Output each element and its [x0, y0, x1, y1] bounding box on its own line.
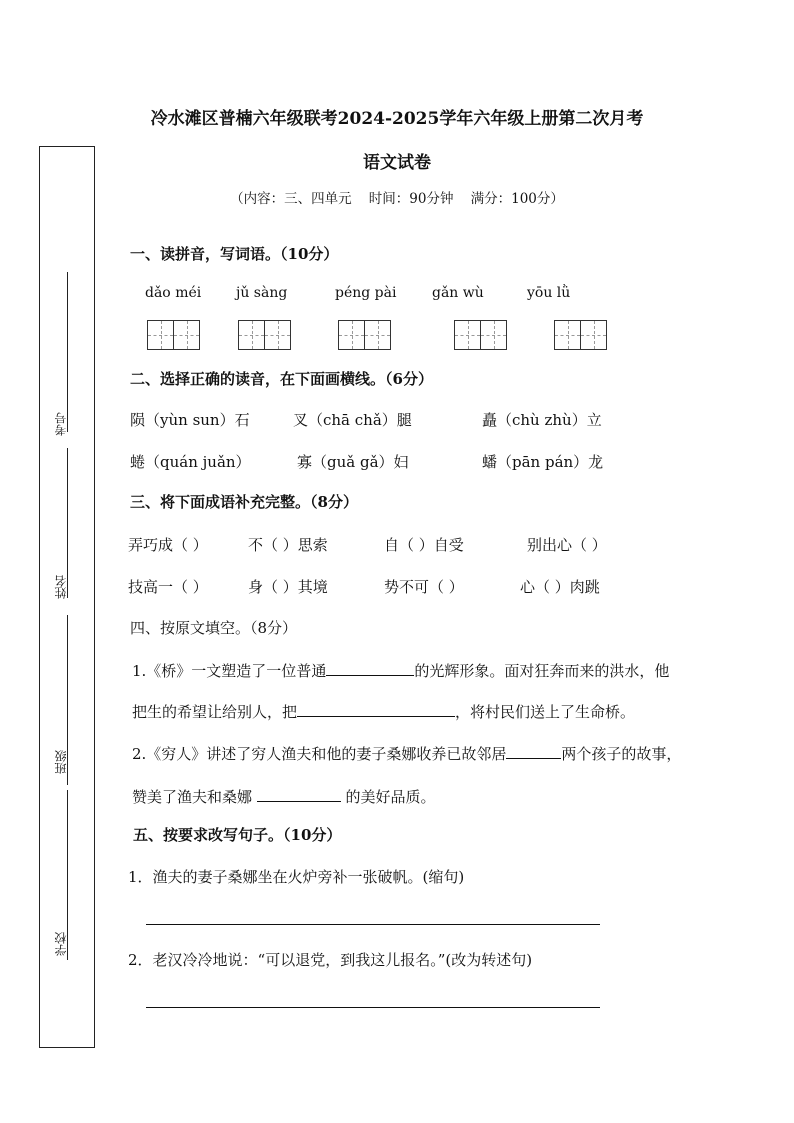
- kaohao-label: 考号: [54, 412, 68, 436]
- idiom-item[interactable]: 身（ ）其境: [248, 578, 328, 596]
- fill-q2-text-c: 赞美了渔夫和桑娜: [132, 788, 257, 806]
- exam-subtitle: 语文试卷: [363, 153, 431, 173]
- reading-item[interactable]: 叉（chā chǎ）腿: [293, 411, 412, 429]
- fill-q1-text-c: 把生的希望让给别人，把: [132, 703, 298, 721]
- rewrite-q2: 2．老汉冷冷地说：“可以退党，到我这儿报名。”(改为转述句): [128, 951, 533, 969]
- idiom-item[interactable]: 心（ ）肉跳: [520, 578, 600, 596]
- exam-title: 冷水滩区普楠六年级联考2024-2025学年六年级上册第二次月考: [150, 109, 644, 129]
- section3-heading: 三、将下面成语补充完整。（8分）: [130, 493, 358, 511]
- section2-heading: 二、选择正确的读音，在下面画横线。（6分）: [130, 370, 433, 388]
- pinyin-5: yōu lǜ: [527, 285, 571, 301]
- xuexiao-label: 学校: [54, 932, 68, 956]
- pinyin-4: gǎn wù: [432, 285, 484, 301]
- fill-q1-text-a: 1.《桥》一文塑造了一位普通: [132, 662, 327, 680]
- idiom-item[interactable]: 势不可（ ）: [384, 578, 464, 596]
- fill-blank[interactable]: [297, 700, 455, 717]
- answer-line-1[interactable]: [146, 924, 600, 925]
- section4-heading: 四、按原文填空。（8分）: [130, 619, 298, 637]
- kaohao-line: [67, 272, 68, 432]
- answer-line-2[interactable]: [146, 1007, 600, 1008]
- fill-q1-line1: [132, 659, 669, 681]
- writing-grid-4[interactable]: [454, 320, 506, 350]
- writing-grid-2[interactable]: [238, 320, 290, 350]
- fill-blank[interactable]: [326, 659, 414, 676]
- idiom-item[interactable]: 不（ ）思索: [248, 536, 328, 554]
- fill-blank[interactable]: [506, 742, 561, 759]
- writing-grid-5[interactable]: [554, 320, 606, 350]
- fill-q2-text-d: 的美好品质。: [340, 788, 436, 806]
- fill-q1-line2: [132, 700, 635, 722]
- section1-heading: 一、读拼音，写词语。（10分）: [130, 245, 339, 263]
- fill-q2-text-b: 两个孩子的故事，: [561, 745, 682, 763]
- reading-item[interactable]: 寡（guǎ gǎ）妇: [297, 453, 409, 471]
- section5-heading: 五、按要求改写句子。（10分）: [133, 826, 342, 844]
- reading-item[interactable]: 蜷（quán juǎn）: [130, 453, 251, 471]
- pinyin-3: péng pài: [335, 285, 397, 301]
- pinyin-2: jǔ sàng: [236, 285, 288, 301]
- fill-q2-line2: [132, 785, 436, 807]
- reading-item[interactable]: 矗（chù zhù）立: [482, 411, 602, 429]
- reading-item[interactable]: 蟠（pān pán）龙: [482, 453, 604, 471]
- banji-label: 班级: [54, 750, 68, 774]
- pinyin-1: dǎo méi: [145, 285, 202, 301]
- fill-q2-text-a: 2.《穷人》讲述了穷人渔夫和他的妻子桑娜收养已故邻居: [132, 745, 507, 763]
- exam-meta: （内容：三、四单元 时间：90分钟 满分：100分）: [230, 191, 564, 207]
- rewrite-q1: 1．渔夫的妻子桑娜坐在火炉旁补一张破帆。(缩句): [128, 868, 465, 886]
- fill-q1-text-d: ，将村民们送上了生命桥。: [455, 703, 636, 721]
- idiom-item[interactable]: 技高一（ ）: [128, 578, 208, 596]
- idiom-item[interactable]: 自（ ）自受: [384, 536, 464, 554]
- reading-item[interactable]: 陨（yùn sun）石: [130, 411, 250, 429]
- fill-blank[interactable]: [257, 785, 341, 802]
- idiom-item[interactable]: 弄巧成（ ）: [128, 536, 208, 554]
- writing-grid-3[interactable]: [338, 320, 390, 350]
- idiom-item[interactable]: 别出心（ ）: [527, 536, 607, 554]
- xingming-label: 姓名: [54, 575, 68, 599]
- fill-q2-line1: [132, 742, 681, 764]
- fill-q1-text-b: 的光辉形象。面对狂奔而来的洪水，他: [414, 662, 670, 680]
- writing-grid-1[interactable]: [147, 320, 199, 350]
